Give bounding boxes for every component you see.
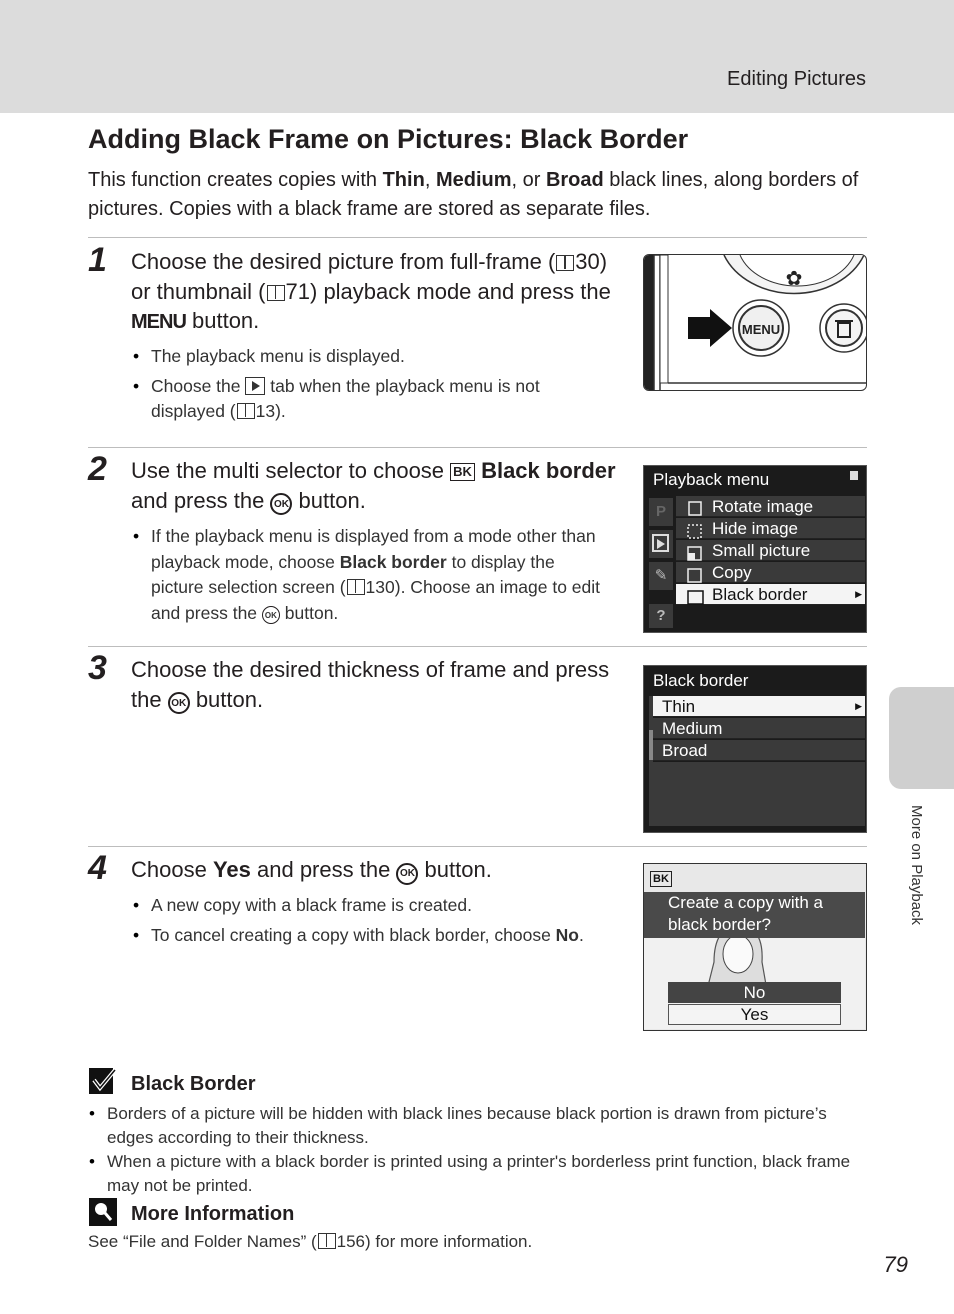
book-icon xyxy=(318,1233,336,1249)
intro-broad: Broad xyxy=(545,169,604,191)
chapter-tab xyxy=(889,687,954,789)
battery-icon xyxy=(850,471,858,480)
list-item: • Choose the tab when the playback menu is not displayed ( 13). xyxy=(131,374,611,425)
camera-menu-label: MENU xyxy=(741,322,781,337)
option-thin: Thin ▶ xyxy=(653,696,865,717)
step-3-text: Choose the desired thickness of frame and press the OK button. xyxy=(131,655,621,714)
option-medium: Medium xyxy=(653,718,865,739)
tab-setup: ✎ xyxy=(649,562,673,590)
screen-title: Black border xyxy=(653,671,749,690)
header-band xyxy=(0,0,954,113)
camera-buttons-svg xyxy=(644,255,867,391)
tab-shooting: P xyxy=(649,498,673,526)
step-3-number: 3 xyxy=(88,649,107,687)
running-header: Editing Pictures xyxy=(727,68,866,90)
step-2-bullets xyxy=(131,524,611,630)
more-info-text: See “File and Folder Names” ( 156) for more information. xyxy=(88,1232,533,1251)
black-border-icon: BK xyxy=(450,463,475,481)
confirm-message: Create a copy with a black border? xyxy=(644,892,865,938)
triangle-right-icon: ▶ xyxy=(855,701,862,711)
section-title: Adding Black Frame on Pictures: Black Border xyxy=(88,124,689,154)
menu-item-icons xyxy=(683,498,705,608)
option-yes: Yes xyxy=(668,1004,841,1025)
screen-title: Playback menu xyxy=(653,470,770,489)
menu-item-black-border: Black border ▶ xyxy=(676,584,865,605)
black-border-screen xyxy=(643,665,867,833)
ok-button-icon: OK xyxy=(396,863,418,885)
camera-back-illustration xyxy=(643,254,867,391)
divider xyxy=(88,447,867,448)
menu-item-copy: Copy xyxy=(676,562,865,583)
note-more-info-title: More Information xyxy=(131,1203,295,1225)
step-1-bullets xyxy=(131,344,611,429)
chapter-label: More on Playback xyxy=(908,805,925,926)
list-item: • The playback menu is displayed. xyxy=(131,344,611,370)
step-4-bullets xyxy=(131,893,611,952)
step-1-number: 1 xyxy=(88,241,107,279)
intro-paragraph: This function creates copies with Thin, Medium, or Broad black lines, along borders of pictures. Copies with a black frame are stored as separate files. xyxy=(88,169,859,220)
list-item: • A new copy with a black frame is created. xyxy=(131,893,611,919)
divider xyxy=(88,646,867,647)
menu-item-rotate: Rotate image xyxy=(676,496,865,517)
black-border-icon: BK xyxy=(650,871,672,887)
list-item: • If the playback menu is displayed from a mode other than playback mode, choose Black border to display the picture selection screen ( 130). Choose an image to edit and press the OK button. xyxy=(131,524,611,626)
intro-medium: Medium xyxy=(435,169,512,191)
option-no: No xyxy=(668,982,841,1003)
book-icon xyxy=(347,579,365,595)
menu-item-hide: Hide image xyxy=(676,518,865,539)
book-icon xyxy=(556,255,574,271)
step-4-text: Choose Yes and press the OK button. xyxy=(131,855,621,885)
magnifier-note-icon xyxy=(89,1198,117,1226)
step-2-number: 2 xyxy=(88,450,107,488)
menu-button-glyph: MENU xyxy=(131,311,186,333)
option-broad: Broad xyxy=(653,740,865,761)
list-item: • To cancel creating a copy with black border, choose No. xyxy=(131,923,611,949)
triangle-right-icon: ▶ xyxy=(855,589,862,599)
step-2-text: Use the multi selector to choose BK Black border and press the OK button. xyxy=(131,456,621,515)
tab-playback xyxy=(649,530,673,558)
arrow-icon xyxy=(688,309,732,347)
playback-menu-screen xyxy=(643,465,867,633)
page-number: 79 xyxy=(883,1252,908,1277)
step-4-number: 4 xyxy=(88,849,107,887)
note-black-border-bullets xyxy=(88,1102,868,1198)
ok-button-icon: OK xyxy=(168,692,190,714)
list-item: • When a picture with a black border is printed using a printer's borderless print function, black frame may not be printed. xyxy=(88,1150,868,1197)
note-black-border-title: Black Border xyxy=(131,1073,256,1095)
book-icon xyxy=(267,285,285,301)
confirm-screen xyxy=(643,863,867,1031)
book-icon xyxy=(237,403,255,419)
playback-tab-icon xyxy=(245,377,265,395)
tab-help: ? xyxy=(649,604,673,628)
menu-item-small-picture: Small picture xyxy=(676,540,865,561)
ok-button-icon: OK xyxy=(270,493,292,515)
svg-text:✿: ✿ xyxy=(785,266,803,290)
divider xyxy=(88,846,867,847)
step-1-text: Choose the desired picture from full-frame ( 30) or thumbnail ( 71) playback mode and press the MENU button. xyxy=(131,249,611,333)
checkmark-note-icon xyxy=(89,1068,117,1096)
divider xyxy=(88,237,867,238)
list-item: • Borders of a picture will be hidden with black lines because black portion is drawn from picture’s edges according to their thickness. xyxy=(88,1102,868,1149)
ok-button-icon: OK xyxy=(262,606,280,624)
intro-thin: Thin xyxy=(382,169,425,191)
